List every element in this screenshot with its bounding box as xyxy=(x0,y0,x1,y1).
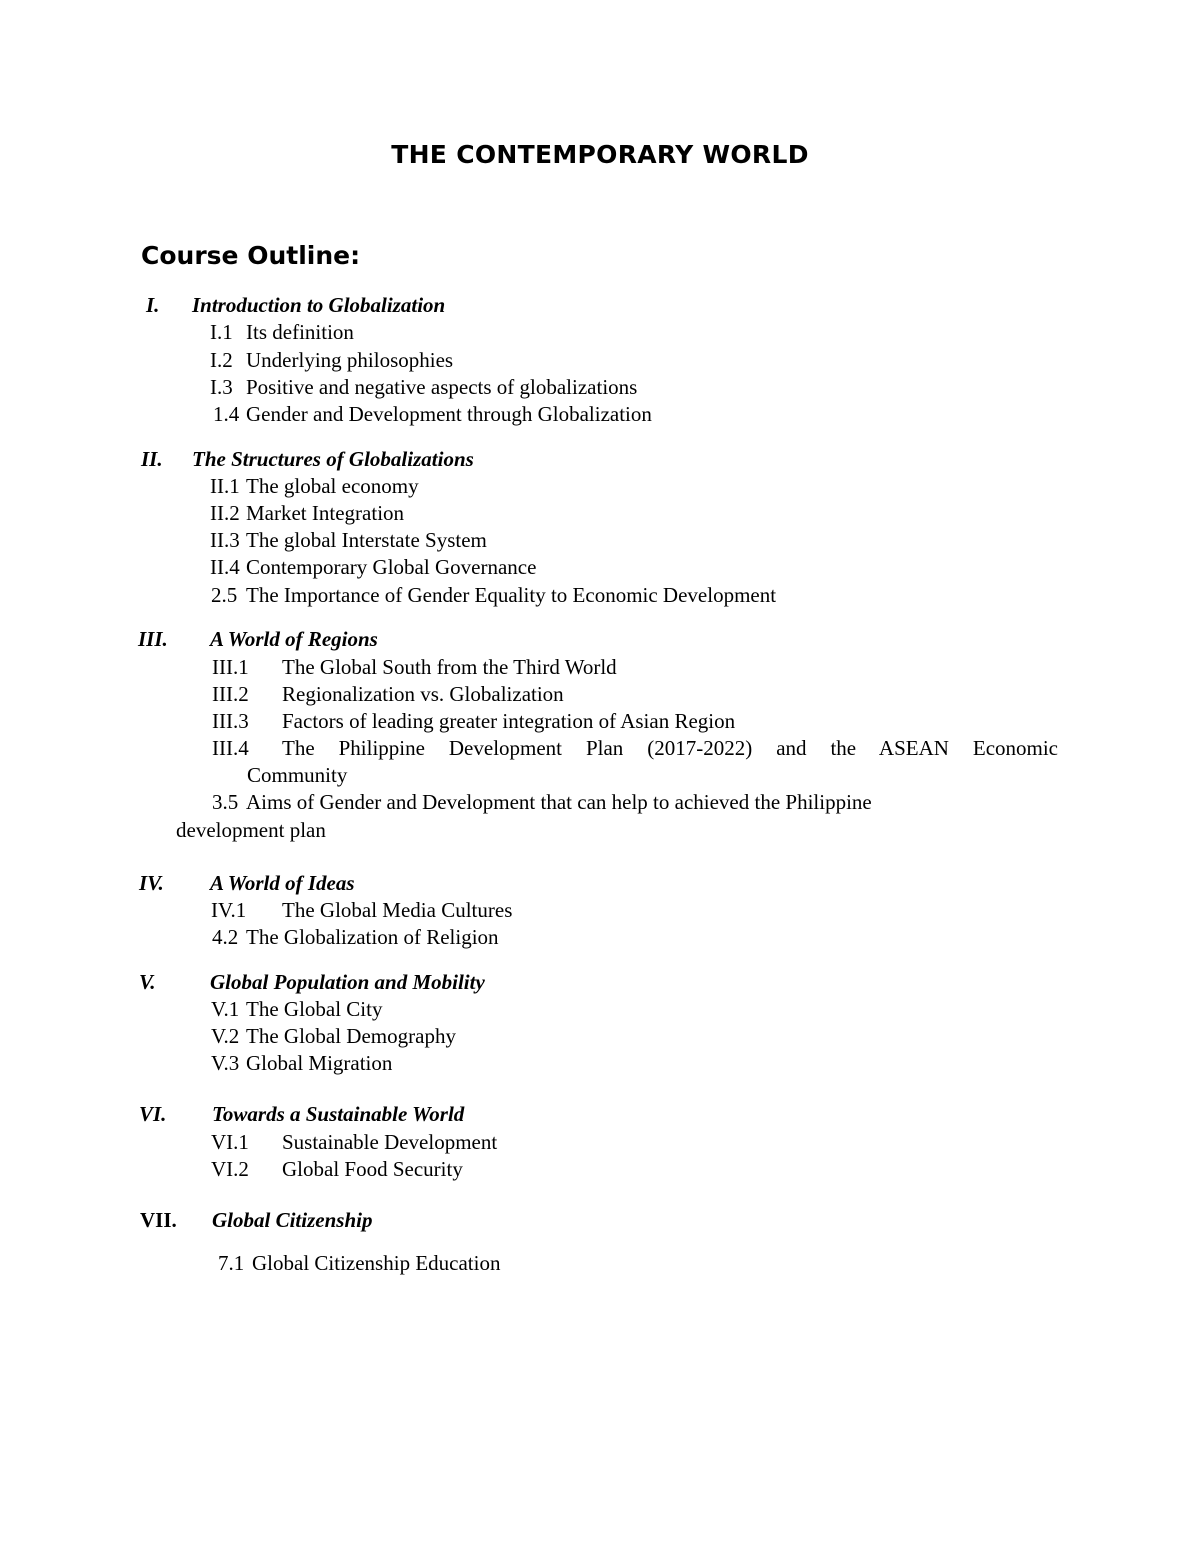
section-numeral: VII. xyxy=(140,1208,177,1232)
item-number: III.1 xyxy=(212,655,249,679)
course-outline-heading: Course Outline: xyxy=(141,241,361,270)
item-text: Gender and Development through Globalization xyxy=(246,402,652,426)
item-text: The Global South from the Third World xyxy=(282,655,617,679)
item-number: III.3 xyxy=(212,709,249,733)
item-number: VI.1 xyxy=(211,1130,249,1154)
item-text: Regionalization vs. Globalization xyxy=(282,682,564,706)
item-number: V.1 xyxy=(211,997,240,1021)
section-title: A World of Ideas xyxy=(210,871,355,895)
item-number: V.3 xyxy=(211,1051,240,1075)
section-numeral: I. xyxy=(146,293,160,317)
item-number: III.2 xyxy=(212,682,249,706)
section-title: Global Population and Mobility xyxy=(210,970,485,994)
item-number: I.3 xyxy=(210,375,233,399)
item-text: Factors of leading greater integration of Asian Region xyxy=(282,709,736,733)
item-text: The Global City xyxy=(246,997,383,1021)
item-number: II.3 xyxy=(210,528,240,552)
item-text: The Philippine Development Plan (2017-2022) and the ASEAN Economic xyxy=(282,736,1058,760)
item-number: 1.4 xyxy=(213,402,240,426)
item-number: II.1 xyxy=(210,474,240,498)
item-number: IV.1 xyxy=(211,898,247,922)
section-numeral: V. xyxy=(139,970,156,994)
item-number: I.2 xyxy=(210,348,233,372)
section-numeral: IV. xyxy=(139,871,164,895)
item-text: Contemporary Global Governance xyxy=(246,555,537,579)
item-number: V.2 xyxy=(211,1024,240,1048)
item-number: II.4 xyxy=(210,555,240,579)
item-text: Global Migration xyxy=(246,1051,393,1075)
item-number: 4.2 xyxy=(212,925,239,949)
section-title: Introduction to Globalization xyxy=(192,293,446,317)
item-text: Sustainable Development xyxy=(282,1130,498,1154)
item-text: Global Citizenship Education xyxy=(252,1251,501,1275)
section-numeral: II. xyxy=(141,447,163,471)
section-title: Towards a Sustainable World xyxy=(212,1102,465,1126)
item-number: 3.5 xyxy=(212,790,239,814)
section-title: The Structures of Globalizations xyxy=(192,447,474,471)
section-title: A World of Regions xyxy=(210,627,378,651)
item-text: The global economy xyxy=(246,474,419,498)
item-number: 7.1 xyxy=(218,1251,245,1275)
item-number: 2.5 xyxy=(211,583,238,607)
item-number: II.2 xyxy=(210,501,240,525)
item-text: Global Food Security xyxy=(282,1157,463,1181)
item-continuation: development plan xyxy=(176,818,326,842)
section-numeral: VI. xyxy=(139,1102,167,1126)
item-number: III.4 xyxy=(212,736,249,760)
item-number: VI.2 xyxy=(211,1157,249,1181)
item-text: The Importance of Gender Equality to Economic Development xyxy=(246,583,777,607)
item-text: The global Interstate System xyxy=(246,528,487,552)
item-text: Aims of Gender and Development that can help to achieved the Philippine xyxy=(246,790,872,814)
item-text: The Globalization of Religion xyxy=(246,925,499,949)
item-text: Positive and negative aspects of globalizations xyxy=(246,375,638,399)
item-text: The Global Media Cultures xyxy=(282,898,513,922)
item-continuation: Community xyxy=(247,763,348,787)
section-title: Global Citizenship xyxy=(212,1208,373,1232)
item-text: The Global Demography xyxy=(246,1024,456,1048)
item-text: Its definition xyxy=(246,320,354,344)
item-text: Market Integration xyxy=(246,501,405,525)
item-text: Underlying philosophies xyxy=(246,348,454,372)
item-number: I.1 xyxy=(210,320,233,344)
section-numeral: III. xyxy=(138,627,168,651)
document-title: THE CONTEMPORARY WORLD xyxy=(391,140,809,169)
